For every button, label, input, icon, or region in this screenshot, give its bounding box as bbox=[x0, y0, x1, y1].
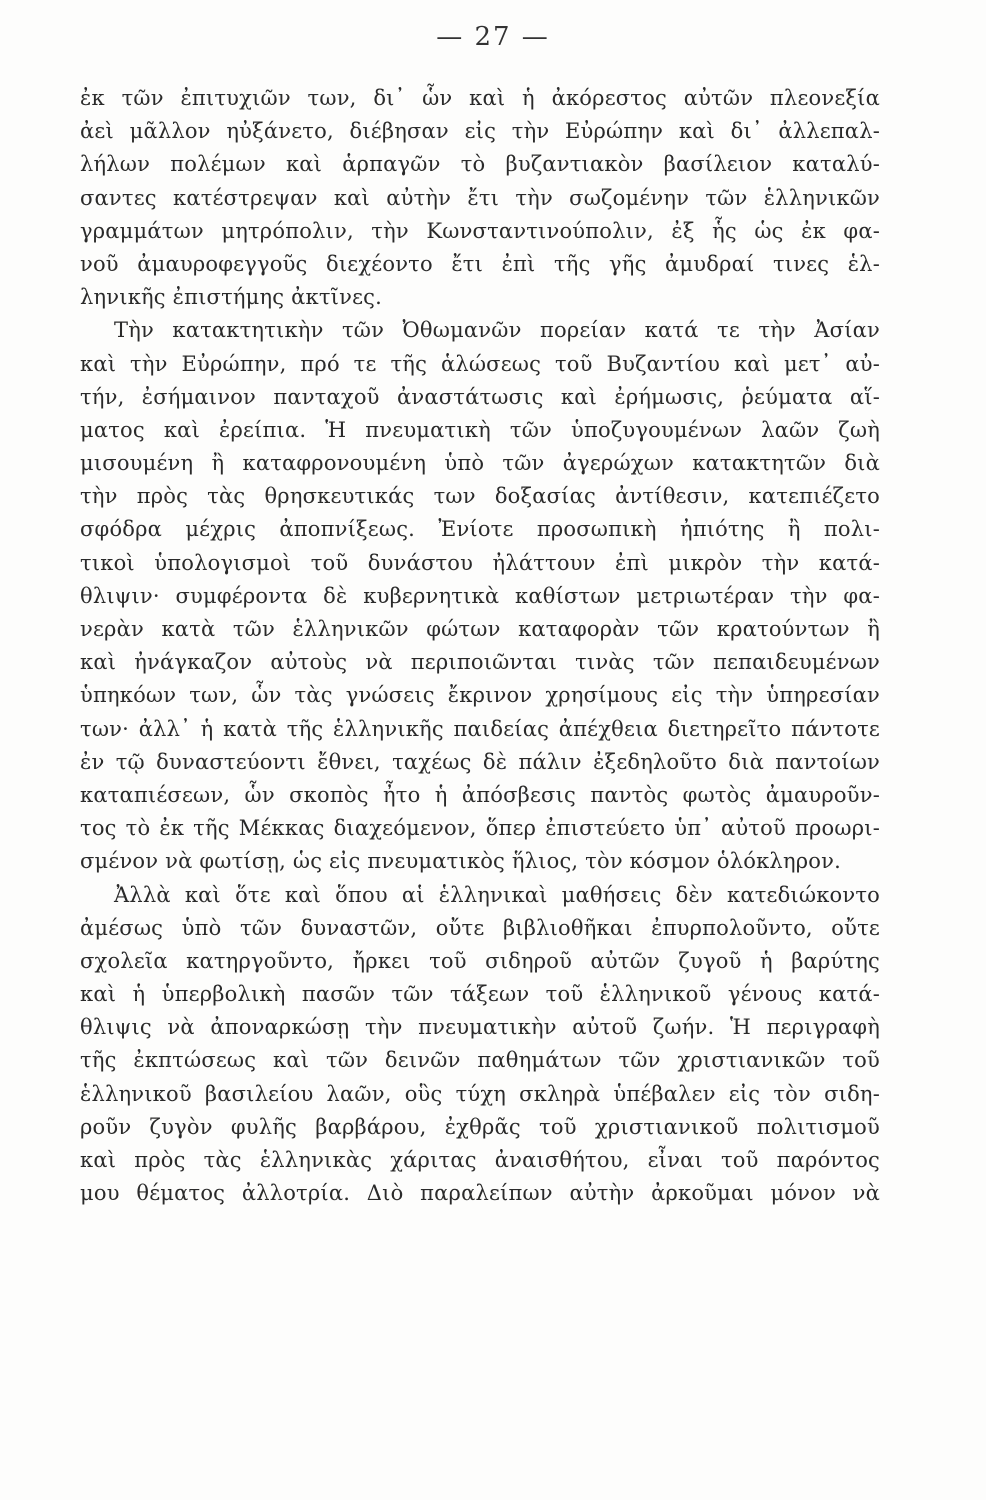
text-line: τὴν πρὸς τὰς θρησκευτικάς των δοξασίας ἀντίθεσιν, κατεπιέζετο bbox=[80, 484, 880, 509]
text-line: τικοὶ ὑπολογισμοὶ τοῦ δυνάστου ἠλάττουν ἐπὶ μικρὸν τὴν κατά- bbox=[80, 550, 880, 575]
text-line: Ἀλλὰ καὶ ὅτε καὶ ὅπου αἱ ἑλληνικαὶ μαθήσεις δὲν κατεδιώκοντο bbox=[114, 882, 880, 907]
text-line: ἐν τῷ δυναστεύοντι ἔθνει, ταχέως δὲ πάλιν ἐξεδηλοῦτο διὰ παντοίων bbox=[80, 749, 880, 774]
text-line: θλιψιν· συμφέροντα δὲ κυβερνητικὰ καθίστων μετριωτέραν τὴν φα- bbox=[80, 583, 880, 608]
text-line: γραμμάτων μητρόπολιν, τὴν Κωνσταντινούπολιν, ἐξ ἧς ὡς ἐκ φα- bbox=[80, 218, 880, 243]
text-line: καὶ τὴν Εὐρώπην, πρό τε τῆς ἁλώσεως τοῦ Βυζαντίου καὶ μετ᾽ αὐ- bbox=[80, 351, 880, 376]
text-line: καὶ ἡ ὑπερβολικὴ πασῶν τῶν τάξεων τοῦ ἑλληνικοῦ γένους κατά- bbox=[80, 982, 880, 1007]
text-line: ληνικῆς ἐπιστήμης ἀκτῖνες. bbox=[80, 285, 382, 310]
text-line: μου θέματος ἀλλοτρία. Διὸ παραλείπων αὐτὴν ἀρκοῦμαι μόνον νὰ bbox=[80, 1181, 880, 1206]
text-line: τήν, ἐσήμαινον πανταχοῦ ἀναστάτωσις καὶ ἐρήμωσις, ῥεύματα αἵ- bbox=[80, 384, 880, 409]
body-text bbox=[80, 82, 880, 1210]
text-line: σαντες κατέστρεψαν καὶ αὐτὴν ἔτι τὴν σωζομένην τῶν ἑλληνικῶν bbox=[80, 185, 880, 210]
text-line: ὑπηκόων των, ὧν τὰς γνώσεις ἔκρινον χρησίμους εἰς τὴν ὑπηρεσίαν bbox=[80, 683, 880, 708]
text-line: ἀμέσως ὑπὸ τῶν δυναστῶν, οὔτε βιβλιοθῆκαι ἐπυρπολοῦντο, οὔτε bbox=[80, 915, 880, 940]
text-line: ροῦν ζυγὸν φυλῆς βαρβάρου, ἐχθρᾶς τοῦ χριστιανικοῦ πολιτισμοῦ bbox=[80, 1114, 880, 1139]
text-line: σχολεῖα κατηργοῦντο, ἤρκει τοῦ σιδηροῦ αὐτῶν ζυγοῦ ἡ βαρύτης bbox=[80, 948, 880, 973]
text-line: ἑλληνικοῦ βασιλείου λαῶν, οὓς τύχη σκληρὰ ὑπέβαλεν εἰς τὸν σιδη- bbox=[80, 1081, 880, 1106]
text-line: λήλων πολέμων καὶ ἁρπαγῶν τὸ βυζαντιακὸν βασίλειον καταλύ- bbox=[80, 152, 880, 177]
text-line: τῆς ἐκπτώσεως καὶ τῶν δεινῶν παθημάτων τῶν χριστιανικῶν τοῦ bbox=[80, 1048, 880, 1073]
text-line: μισουμένη ἢ καταφρονουμένη ὑπὸ τῶν ἀγερώχων κατακτητῶν διὰ bbox=[80, 451, 880, 476]
text-line: σμένον νὰ φωτίσῃ, ὡς εἰς πνευματικὸς ἥλιος, τὸν κόσμον ὁλόκληρον. bbox=[80, 849, 841, 874]
page-number: — 27 — bbox=[436, 22, 550, 52]
text-line: ἐκ τῶν ἐπιτυχιῶν των, δι᾽ ὧν καὶ ἡ ἀκόρεστος αὐτῶν πλεονεξία bbox=[80, 86, 880, 110]
text-line: θλιψις νὰ ἀποναρκώσῃ τὴν πνευματικὴν αὐτοῦ ζωήν. Ἡ περιγραφὴ bbox=[80, 1015, 880, 1040]
text-line: των· ἀλλ᾽ ἡ κατὰ τῆς ἑλληνικῆς παιδείας ἀπέχθεια διετηρεῖτο πάντοτε bbox=[80, 716, 880, 741]
text-line: καταπιέσεων, ὧν σκοπὸς ἦτο ἡ ἀπόσβεσις παντὸς φωτὸς ἀμαυροῦν- bbox=[80, 782, 880, 807]
text-line: σφόδρα μέχρις ἀποπνίξεως. Ἐνίοτε προσωπικὴ ἠπιότης ἢ πολι- bbox=[80, 517, 880, 542]
text-line: Τὴν κατακτητικὴν τῶν Ὀθωμανῶν πορείαν κατά τε τὴν Ἀσίαν bbox=[114, 318, 880, 343]
text-line: καὶ ἠνάγκαζον αὐτοὺς νὰ περιποιῶνται τινὰς τῶν πεπαιδευμένων bbox=[80, 650, 880, 675]
text-line: ματος καὶ ἐρείπια. Ἡ πνευματικὴ τῶν ὑποζυγουμένων λαῶν ζωὴ bbox=[80, 417, 880, 442]
text-line: ἀεὶ μᾶλλον ηὐξάνετο, διέβησαν εἰς τὴν Εὐρώπην καὶ δι᾽ ἀλλεπαλ- bbox=[80, 119, 880, 144]
text-line: νερὰν κατὰ τῶν ἑλληνικῶν φώτων καταφορὰν τῶν κρατούντων ἢ bbox=[80, 617, 880, 641]
text-line: τος τὸ ἐκ τῆς Μέκκας διαχεόμενον, ὅπερ ἐπιστεύετο ὑπ᾽ αὐτοῦ προωρι- bbox=[80, 816, 880, 841]
text-line: νοῦ ἀμαυροφεγγοῦς διεχέοντο ἔτι ἐπὶ τῆς γῆς ἀμυδραί τινες ἑλ- bbox=[80, 251, 880, 276]
text-line: καὶ πρὸς τὰς ἑλληνικὰς χάριτας ἀναισθήτου, εἶναι τοῦ παρόντος bbox=[80, 1148, 880, 1172]
